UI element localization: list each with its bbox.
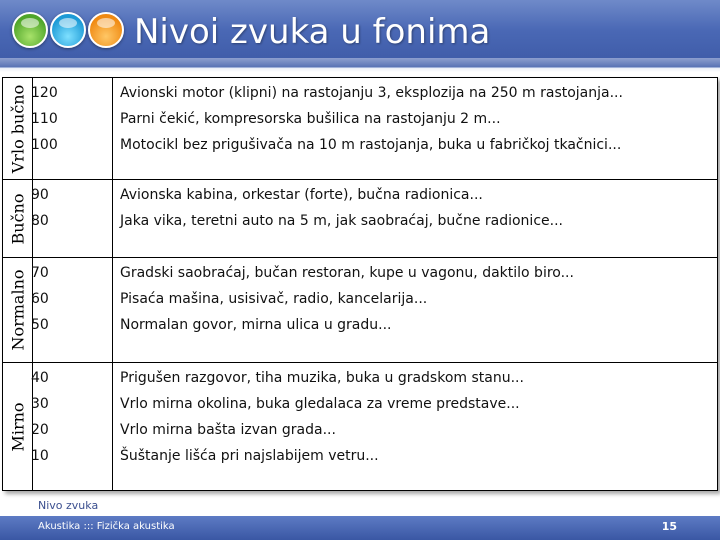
row-level: 90 — [31, 187, 49, 203]
category-label: Bučno — [8, 193, 27, 244]
group-normal — [3, 258, 717, 363]
green-orb-icon — [12, 12, 48, 48]
row-level: 50 — [31, 317, 49, 333]
category-label: Vrlo bučno — [8, 84, 27, 173]
page-number: 15 — [661, 520, 677, 533]
slide-title: Nivoi zvuka u fonima — [134, 12, 491, 52]
row-description: Gradski saobraćaj, bučan restoran, kupe u vagonu, daktilo biro... — [120, 265, 574, 281]
group-quiet — [3, 363, 717, 490]
row-description: Motocikl bez prigušivača na 10 m rastojanja, buka u fabričkoj tkačnici... — [120, 137, 622, 153]
category-label: Mirno — [8, 401, 27, 452]
row-description: Prigušen razgovor, tiha muzika, buka u gradskom stanu... — [120, 370, 524, 386]
row-description: Šuštanje lišća pri najslabijem vetru... — [120, 448, 379, 464]
category-cell — [3, 78, 33, 179]
row-description: Avionski motor (klipni) na rastojanju 3, eksplozija na 250 m rastojanja... — [120, 85, 623, 101]
category-cell — [3, 180, 33, 257]
row-level: 110 — [31, 111, 58, 127]
category-cell — [3, 363, 33, 490]
row-description: Normalan govor, mirna ulica u gradu... — [120, 317, 392, 333]
group-loud — [3, 180, 717, 258]
row-description: Vrlo mirna bašta izvan grada... — [120, 422, 336, 438]
row-description: Avionska kabina, orkestar (forte), bučna radionica... — [120, 187, 483, 203]
slide-footer — [0, 516, 720, 540]
row-level: 70 — [31, 265, 49, 281]
row-level: 60 — [31, 291, 49, 307]
row-level: 100 — [31, 137, 58, 153]
blue-orb-icon — [50, 12, 86, 48]
category-cell — [3, 258, 33, 362]
category-label: Normalno — [8, 269, 27, 351]
row-level: 10 — [31, 448, 49, 464]
group-very-loud — [3, 78, 717, 180]
row-description: Parni čekić, kompresorska bušilica na rastojanju 2 m... — [120, 111, 501, 127]
header-fade — [0, 58, 720, 72]
row-level: 20 — [31, 422, 49, 438]
row-level: 30 — [31, 396, 49, 412]
row-level: 40 — [31, 370, 49, 386]
table-caption: Nivo zvuka — [38, 499, 99, 512]
footer-course-label: Akustika ::: Fizička akustika — [38, 521, 175, 532]
sound-level-table — [2, 77, 718, 491]
row-description: Pisaća mašina, usisivač, radio, kancelarija... — [120, 291, 428, 307]
row-description: Jaka vika, teretni auto na 5 m, jak saobraćaj, bučne radionice... — [120, 213, 563, 229]
orange-orb-icon — [88, 12, 124, 48]
decorative-orbs — [12, 12, 124, 48]
row-level: 80 — [31, 213, 49, 229]
row-description: Vrlo mirna okolina, buka gledalaca za vreme predstave... — [120, 396, 520, 412]
row-level: 120 — [31, 85, 58, 101]
